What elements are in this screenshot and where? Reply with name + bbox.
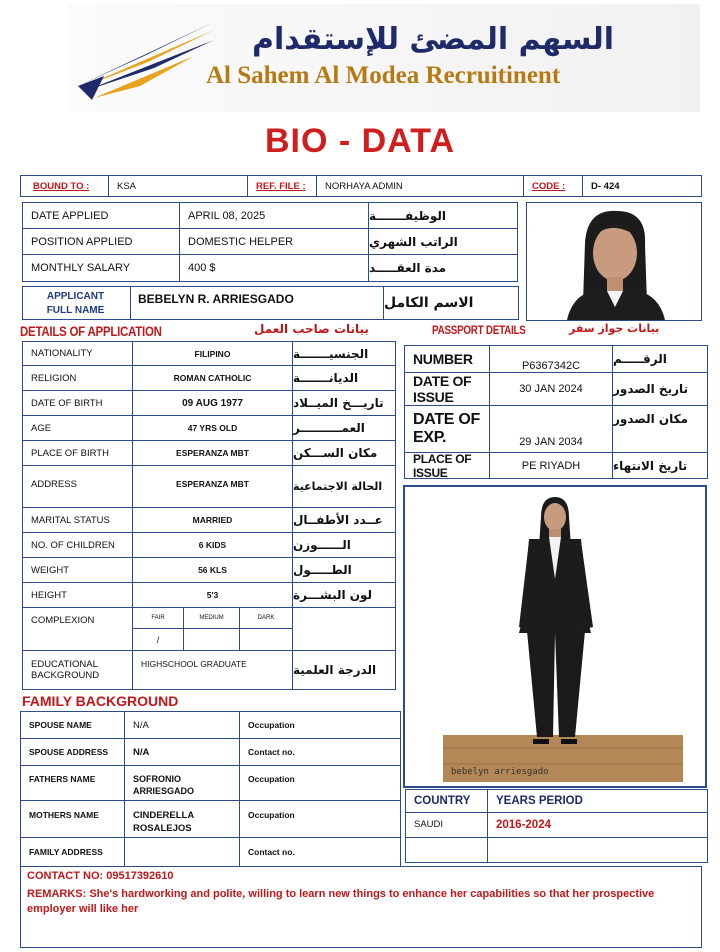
place-of-issue-value: PE RIYADH	[489, 452, 613, 479]
passport-number-label: NUMBER	[404, 345, 490, 373]
education-label-box	[22, 650, 133, 690]
monthly-salary-label: MONTHLY SALARY	[22, 254, 180, 282]
nationality-arabic: الجنسيـــــــة	[292, 341, 396, 366]
place-of-birth-label: PLACE OF BIRTH	[22, 440, 133, 466]
religion-value: ROMAN CATHOLIC	[132, 365, 293, 391]
height-value: 5'3	[132, 582, 293, 608]
complexion-medium: MEDIUM	[183, 607, 240, 629]
place-of-issue-label: PLACE OF ISSUE	[404, 452, 490, 479]
weight-arabic: الطـــــول	[292, 557, 396, 583]
children-label: NO. OF CHILDREN	[22, 532, 133, 558]
age-value: 47 YRS OLD	[132, 415, 293, 441]
date-applied-arabic: الوظيفـــــــة	[368, 202, 518, 229]
applicant-headshot	[526, 202, 702, 321]
nationality-value: FILIPINO	[132, 341, 293, 366]
date-of-issue-value: 30 JAN 2024	[489, 372, 613, 406]
date-of-expiry-value: 29 JAN 2034	[489, 405, 613, 453]
country-header: COUNTRY	[405, 789, 488, 813]
spouse-occupation-label: Occupation	[239, 711, 401, 739]
applicant-label-box	[22, 286, 131, 320]
country-value: SAUDI	[405, 812, 488, 838]
spouse-name-value: N/A	[124, 711, 240, 739]
code-label: CODE :	[523, 175, 583, 197]
date-of-birth-arabic: تاريـــخ الميــلاد	[292, 390, 396, 416]
spouse-address-label: SPOUSE ADDRESS	[20, 738, 125, 766]
company-name-arabic: السهم المضئ للإستقدام	[252, 22, 614, 57]
company-logo-icon	[74, 16, 219, 106]
applicant-full-name: BEBELYN R. ARRIESGADO	[138, 292, 294, 306]
place-of-issue-arabic: تاريخ الانتهاء	[612, 452, 708, 479]
address-label: ADDRESS	[22, 465, 133, 508]
education-label-1: EDUCATIONAL	[31, 659, 98, 670]
contact-number: CONTACT NO: 09517392610	[27, 870, 174, 882]
complexion-fair-mark: /	[132, 628, 184, 651]
fathers-name-value: SOFRONIO ARRIESGADO	[124, 765, 240, 801]
photo-caption: bebelyn arriesgado	[451, 767, 549, 777]
address-arabic: الحالة الاجتماعية	[292, 465, 396, 508]
marital-status-value: MARRIED	[132, 507, 293, 533]
code-value: D- 424	[582, 175, 702, 197]
ref-file-label: REF. FILE :	[247, 175, 317, 197]
applicant-label-1: APPLICANT	[46, 291, 105, 302]
mothers-occupation-label: Occupation	[239, 800, 401, 838]
education-value: HIGHSCHOOL GRADUATE	[132, 650, 293, 690]
date-of-expiry-label: DATE OF EXP.	[404, 405, 490, 453]
applicant-name-arabic: الاسم الكامل	[383, 286, 519, 320]
spouse-contact-label: Contact no.	[239, 738, 401, 766]
remarks-box	[20, 866, 702, 948]
family-address-label: FAMILY ADDRESS	[20, 837, 125, 867]
passport-header-arabic: بيانات جواز سفر	[569, 322, 660, 335]
height-arabic: لون البشـــرة	[292, 582, 396, 608]
marital-status-label: MARITAL STATUS	[22, 507, 133, 533]
date-of-issue-arabic: تاريخ الصدور	[612, 372, 708, 406]
page-title: BIO - DATA	[264, 122, 456, 160]
passport-number-arabic: الرقـــــم	[612, 345, 708, 373]
complexion-arabic-box	[292, 607, 396, 651]
remarks-text: REMARKS: She's hardworking and polite, willing to learn new things to enhance her capabilities so that her prospective employer will like her	[27, 888, 655, 915]
bound-to-value: KSA	[108, 175, 248, 197]
complexion-dark: DARK	[239, 607, 293, 629]
years-header: YEARS PERIOD	[487, 789, 708, 813]
age-label: AGE	[22, 415, 133, 441]
company-name-english: Al Sahem Al Modea Recruitinent	[206, 62, 561, 89]
complexion-medium-box	[183, 628, 240, 651]
education-label-2: BACKGROUND	[31, 670, 100, 681]
position-applied-label: POSITION APPLIED	[22, 228, 180, 255]
family-header: FAMILY BACKGROUND	[22, 693, 179, 709]
mothers-name-label: MOTHERS NAME	[20, 800, 125, 838]
details-header: DETAILS OF APPLICATION	[20, 323, 162, 339]
fathers-name-label: FATHERS NAME	[20, 765, 125, 801]
family-contact-label: Contact no.	[239, 837, 401, 867]
date-of-issue-label: DATE OF ISSUE	[404, 372, 490, 406]
ref-file-value: NORHAYA ADMIN	[316, 175, 524, 197]
position-applied-arabic: الراتب الشهري	[368, 228, 518, 255]
position-applied-value: DOMESTIC HELPER	[179, 228, 369, 255]
applicant-name-box	[130, 286, 384, 320]
details-header-arabic: بيانات صاحب العمل	[254, 322, 369, 336]
date-of-birth-value: 09 AUG 1977	[132, 390, 293, 416]
date-of-expiry-arabic: مكان الصدور	[612, 405, 708, 453]
spouse-name-label: SPOUSE NAME	[20, 711, 125, 739]
religion-arabic: الديانـــــــة	[292, 365, 396, 391]
nationality-label: NATIONALITY	[22, 341, 133, 366]
fathers-occupation-label: Occupation	[239, 765, 401, 801]
place-of-birth-value: ESPERANZA MBT	[132, 440, 293, 466]
height-label: HEIGHT	[22, 582, 133, 608]
complexion-fair: FAIR	[132, 607, 184, 629]
age-arabic: العمــــــــــر	[292, 415, 396, 441]
weight-value: 56 KLS	[132, 557, 293, 583]
years-value: 2016-2024	[487, 812, 708, 838]
spouse-address-value: N/A	[124, 738, 240, 766]
experience-empty-1	[405, 837, 488, 863]
date-applied-value: APRIL 08, 2025	[179, 202, 369, 229]
full-body-figure-icon	[405, 487, 705, 786]
marital-status-arabic: عــدد الأطفــال	[292, 507, 396, 533]
children-value: 6 KIDS	[132, 532, 293, 558]
applicant-label-2: FULL NAME	[46, 305, 105, 316]
passport-header: PASSPORT DETAILS	[432, 323, 526, 337]
weight-label: WEIGHT	[22, 557, 133, 583]
date-of-birth-label: DATE OF BIRTH	[22, 390, 133, 416]
place-of-birth-arabic: مكان الســـكن	[292, 440, 396, 466]
full-body-photo	[403, 485, 707, 788]
monthly-salary-value: 400 $	[179, 254, 369, 282]
complexion-dark-box	[239, 628, 293, 651]
passport-number-value: P6367342C	[489, 345, 613, 373]
date-applied-label: DATE APPLIED	[22, 202, 180, 229]
religion-label: RELIGION	[22, 365, 133, 391]
complexion-label: COMPLEXION	[22, 607, 133, 651]
bound-to-label: BOUND TO :	[20, 175, 109, 197]
company-banner	[68, 4, 700, 112]
monthly-salary-arabic: مدة العقـــــد	[368, 254, 518, 282]
mothers-name-value: CINDERELLA ROSALEJOS	[124, 800, 240, 838]
experience-empty-2	[487, 837, 708, 863]
family-address-value	[124, 837, 240, 867]
portrait-icon	[527, 203, 701, 320]
address-value: ESPERANZA MBT	[132, 465, 293, 508]
children-arabic: الــــــوزن	[292, 532, 396, 558]
education-arabic: الدرجة العلمية	[292, 650, 396, 690]
